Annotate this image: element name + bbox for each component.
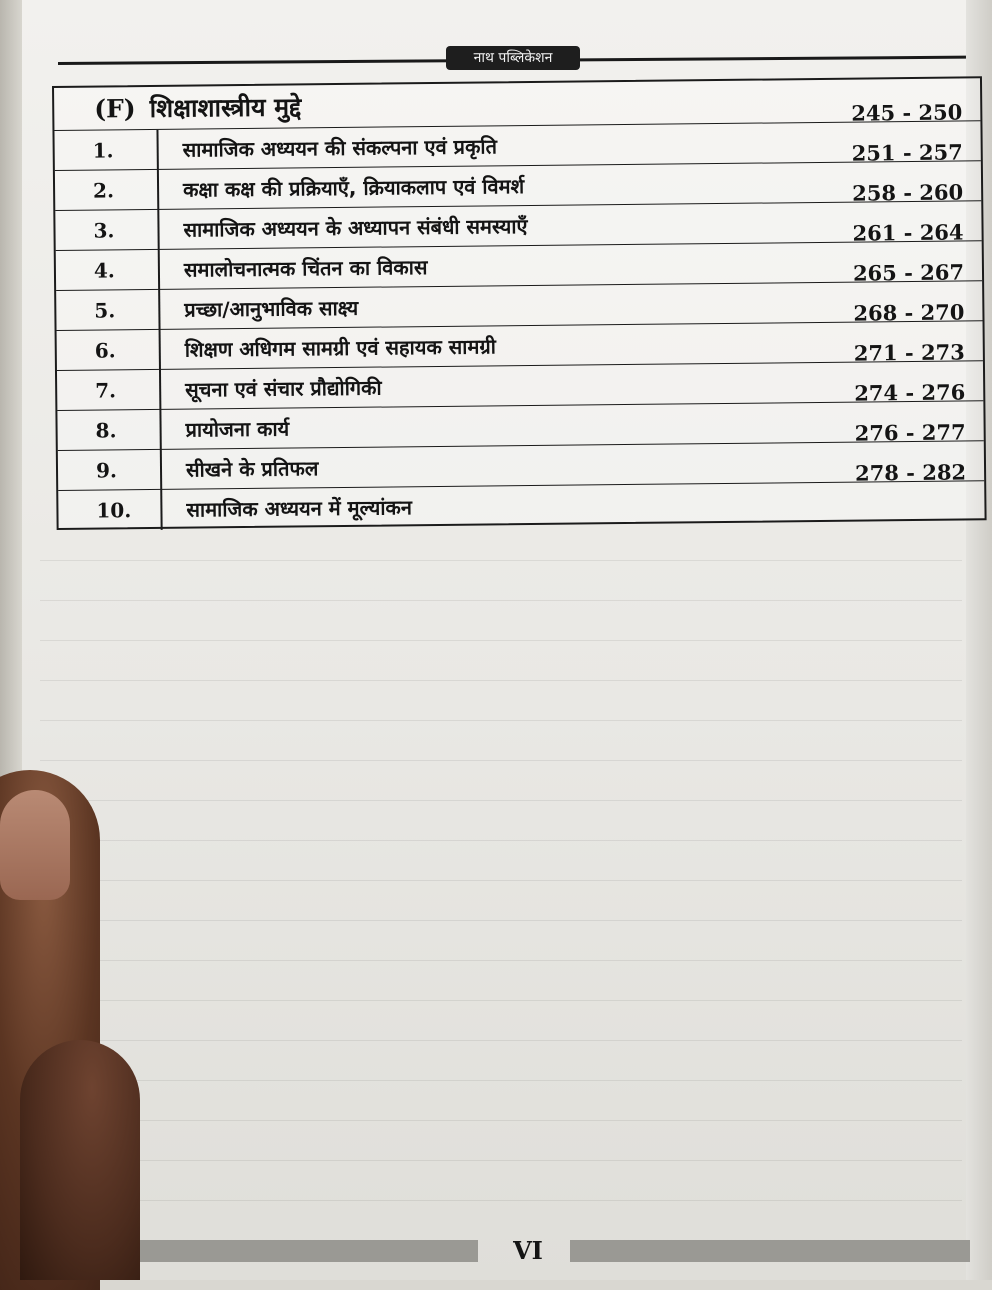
column-divider [156,130,158,170]
section-title: शिक्षाशास्त्रीय मुद्दे [149,92,302,123]
row-pages: 268 - 270 [853,299,965,326]
column-divider [159,410,161,450]
column-divider [157,210,159,250]
row-topic: प्रच्छा/आनुभाविक साक्ष्य [184,295,359,322]
bleed-line [40,880,962,881]
column-divider [157,170,159,210]
column-divider [158,250,160,290]
row-pages: 245 - 250 [851,99,963,126]
column-divider [159,330,161,370]
row-number: 4. [93,258,115,283]
bleed-line [40,720,962,721]
column-divider [158,290,160,330]
row-topic: प्रायोजना कार्य [185,416,290,442]
row-number: 2. [92,178,115,203]
row-topic: सामाजिक अध्ययन के अध्यापन संबंधी समस्याएँ [183,214,528,242]
bleed-line [40,1040,962,1041]
row-number: 6. [94,338,116,363]
bleed-line [40,760,962,761]
bleed-line [40,680,962,681]
contents-table [52,76,987,530]
page-number: VI [513,1236,543,1265]
row-pages: 274 - 276 [854,379,966,406]
bleed-line [40,1160,962,1161]
bleed-line [40,600,962,601]
footer-bar-right [570,1240,970,1262]
finger [20,1040,140,1280]
row-topic: समालोचनात्मक चिंतन का विकास [183,255,428,282]
bleed-line [40,560,962,561]
row-number: 10. [96,498,132,523]
row-pages: 265 - 267 [852,259,965,286]
publisher-badge: नाथ पब्लिकेशन [446,46,580,70]
bleed-line [40,960,962,961]
section-label: (F) [94,94,136,124]
column-divider [160,450,162,490]
row-topic: शिक्षण अधिगम सामग्री एवं सहायक सामग्री [184,334,496,362]
bleed-line [40,920,962,921]
row-pages: 271 - 273 [853,339,965,366]
row-number: 7. [95,378,117,403]
row-pages: 276 - 277 [854,419,966,446]
row-number: 3. [93,218,115,243]
bleed-line [40,640,962,641]
bleed-line [40,800,962,801]
bleed-line [40,1200,962,1201]
row-pages: 261 - 264 [852,219,964,246]
row-number: 9. [95,458,118,483]
contents-table-wrap [52,76,987,530]
column-divider [159,370,161,410]
row-topic: कक्षा कक्ष की प्रक्रियाएँ, क्रियाकलाप एवं विमर्श [182,174,525,202]
row-topic: सामाजिक अध्ययन में मूल्यांकन [186,495,413,522]
bleed-line [40,1080,962,1081]
row-topic: सूचना एवं संचार प्रौद्योगिकी [185,375,382,402]
row-topic: सामाजिक अध्ययन की संकल्पना एवं प्रकृति [182,134,498,162]
bleed-line [40,1000,962,1001]
row-pages: 251 - 257 [851,139,963,166]
row-topic: सीखने के प्रतिफल [185,456,319,482]
row-pages: 258 - 260 [852,179,964,206]
row-number: 8. [95,418,117,443]
thumb-nail [0,790,70,900]
row-pages: 278 - 282 [854,459,967,486]
row-number: 5. [94,298,116,323]
column-divider [160,490,162,530]
row-number: 1. [92,138,114,163]
bleed-line [40,1120,962,1121]
bleed-line [40,840,962,841]
section-heading [94,89,301,125]
